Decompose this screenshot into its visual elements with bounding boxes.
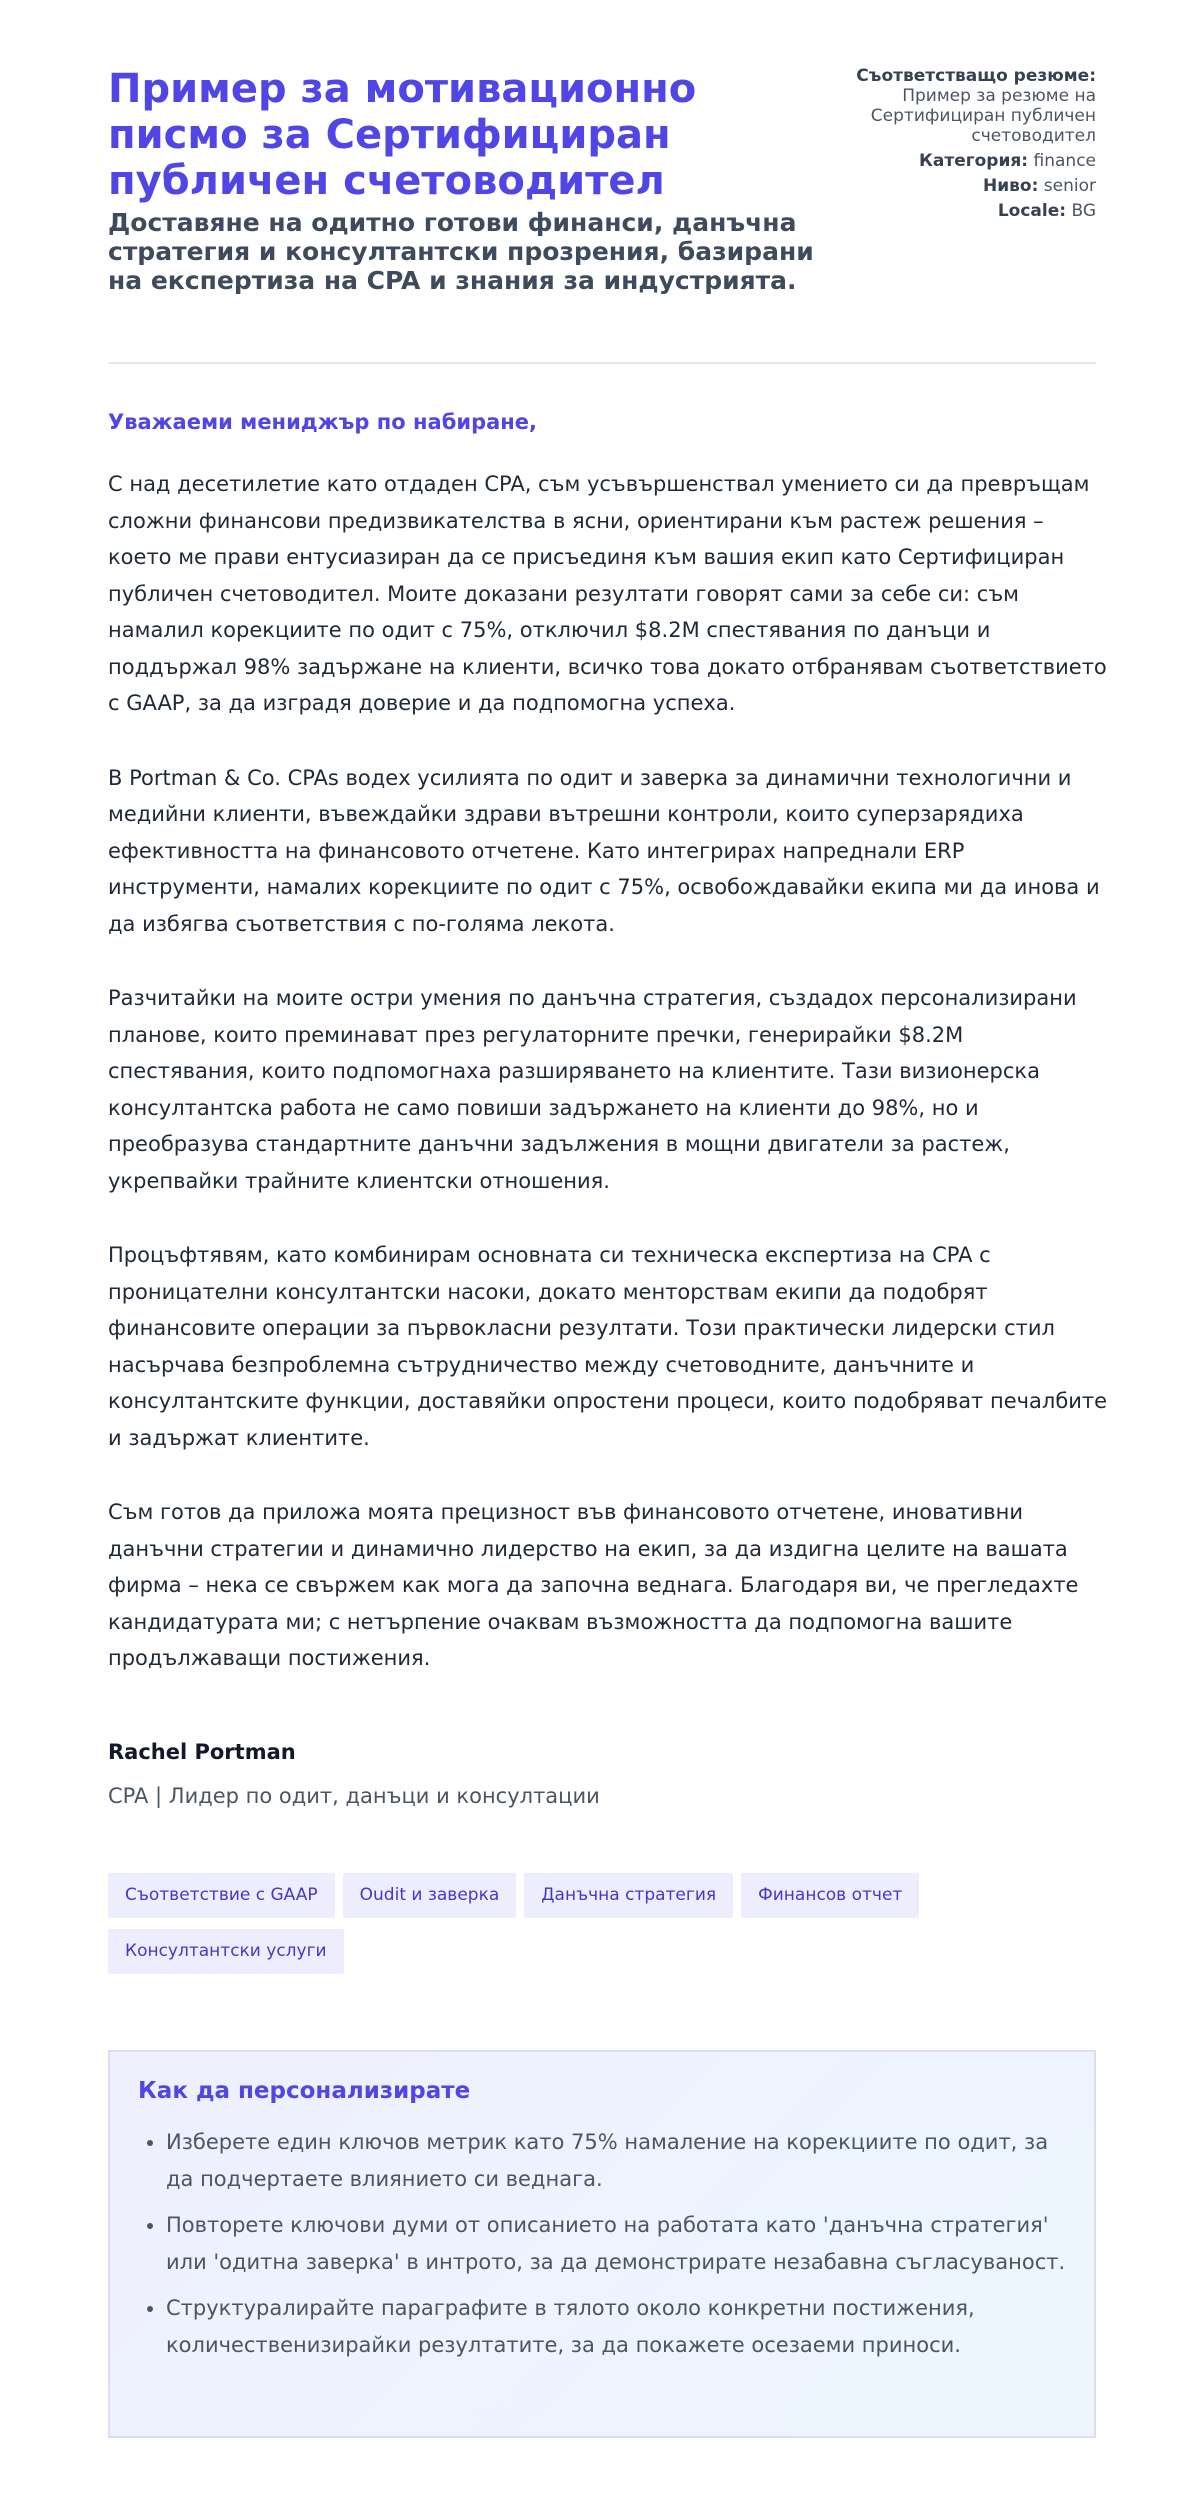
letter-paragraph: Съм готов да приложа моята прецизност във финансовото отчетене, иновативни данъчни стратегии и динамично лидерство на екип, за да издигна целите на вашата фирма – нека се свържем как мога да започна веднага. Благодаря ви, че прегледахте кандидатурата ми; с нетърпение очаквам възможността да подпомогна вашите продължаващи постижения. bbox=[108, 1500, 1079, 1670]
meta-category-value: finance bbox=[1033, 151, 1096, 171]
meta-resume bbox=[796, 66, 1096, 146]
skill-tags bbox=[108, 1873, 988, 1985]
page-title: Пример за мотивационно писмо за Сертифициран публичен счетоводител bbox=[108, 66, 697, 204]
meta-level-label: Ниво: bbox=[983, 176, 1039, 196]
meta-resume-label: Съответстващо резюме: bbox=[856, 66, 1096, 86]
meta-category bbox=[796, 151, 1096, 171]
letter-paragraph: С над десетилетие като отдаден CPA, съм усъвършенствал умението си да превръщам сложни финансови предизвикателства в ясни, ориентирани към растеж решения – което ме прави ентусиазиран да се присъединя към вашия екип като Сертифициран публичен счетоводител. Моите доказани резултати говорят сами за себе си: съм намалил корекциите по одит с 75%, отключил $8.2M спестявания по данъци и поддържал 98% задържане на клиенти, всичко това докато отбранявам съответствието с GAAP, за да изградя доверие и да подпомогна успеха. bbox=[108, 472, 1107, 715]
letter-paragraph: Процъфтявям, като комбинирам основната си техническа експертиза на CPA с проницателни консултантски насоки, докато менторствам екипи да подобрят финансовите операции за първокласни резултати. Този практически лидерски стил насърчава безпроблемна сътрудничество между счетоводните, данъчните и консултантските функции, доставяйки опростени процеси, които подобряват печалбите и задържат клиентите. bbox=[108, 1243, 1108, 1450]
customization-tips-box bbox=[108, 2050, 1096, 2438]
tip-item: • Изберете един ключов метрик като 75% намаление на корекциите по одит, за да подчертаете влиянието си веднага. bbox=[166, 2124, 1066, 2197]
tips-title: Как да персонализирате bbox=[138, 2078, 471, 2104]
letter-paragraph: В Portman & Co. CPAs водех усилията по одит и заверка за динамични технологични и медийни клиенти, въвеждайки здрави вътрешни контроли, които суперзарядиха ефективността на финансовото отчетене. Като интегрирах напреднали ERP инструменти, намалих корекциите по одит с 75%, освобождавайки екипа ми да инова и да избягва съответствия с по-голяма лекота. bbox=[108, 765, 1100, 936]
letter-greeting: Уважаеми мениджър по набиране, bbox=[108, 410, 538, 434]
meta-level bbox=[796, 176, 1096, 196]
meta-locale-value: BG bbox=[1071, 201, 1096, 221]
meta-level-value: senior bbox=[1043, 176, 1096, 196]
skill-tag: Съответствие с GAAP bbox=[108, 1873, 335, 1918]
skill-tag: Консултантски услуги bbox=[108, 1929, 344, 1974]
tip-item: • Повторете ключови думи от описанието на работата като 'данъчна стратегия' или 'одитна заверка' в интрото, за да демонстрирате незабавна съгласуваност. bbox=[166, 2207, 1066, 2280]
meta-resume-link[interactable]: Пример за резюме на Сертифициран публичен счетоводител bbox=[870, 86, 1096, 146]
page-subtitle: Доставяне на одитно готови финанси, данъчна стратегия и консултантски прозрения, базирани на експертиза на CPA и знания за индустрията. bbox=[108, 208, 814, 295]
meta-category-label: Категория: bbox=[919, 151, 1029, 171]
signature-name: Rachel Portman bbox=[108, 1740, 296, 1764]
skill-tag: Oudit и заверка bbox=[343, 1873, 517, 1918]
skill-tag: Финансов отчет bbox=[741, 1873, 919, 1918]
letter-body bbox=[108, 466, 1108, 1715]
meta-panel bbox=[796, 66, 1096, 226]
tips-list bbox=[138, 2124, 1066, 2363]
signature-title: CPA | Лидер по одит, данъци и консултации bbox=[108, 1784, 600, 1808]
skill-tag: Данъчна стратегия bbox=[524, 1873, 733, 1918]
tip-item: • Структуралирайте параграфите в тялото около конкретни постижения, количественизирайки резултатите, за да покажете осезаеми приноси. bbox=[166, 2290, 1066, 2363]
letter-header bbox=[108, 66, 1096, 364]
meta-locale-label: Locale: bbox=[997, 201, 1067, 221]
meta-locale bbox=[796, 201, 1096, 221]
letter-paragraph: Разчитайки на моите остри умения по данъчна стратегия, създадох персонализирани планове, които преминават през регулаторните пречки, генерирайки $8.2M спестявания, които подпомогнаха разширяването на клиентите. Тази визионерска консултантска работа не само повиши задържането на клиенти до 98%, но и преобразува стандартните данъчни задължения в мощни двигатели за растеж, укрепвайки трайните клиентски отношения. bbox=[108, 986, 1077, 1193]
